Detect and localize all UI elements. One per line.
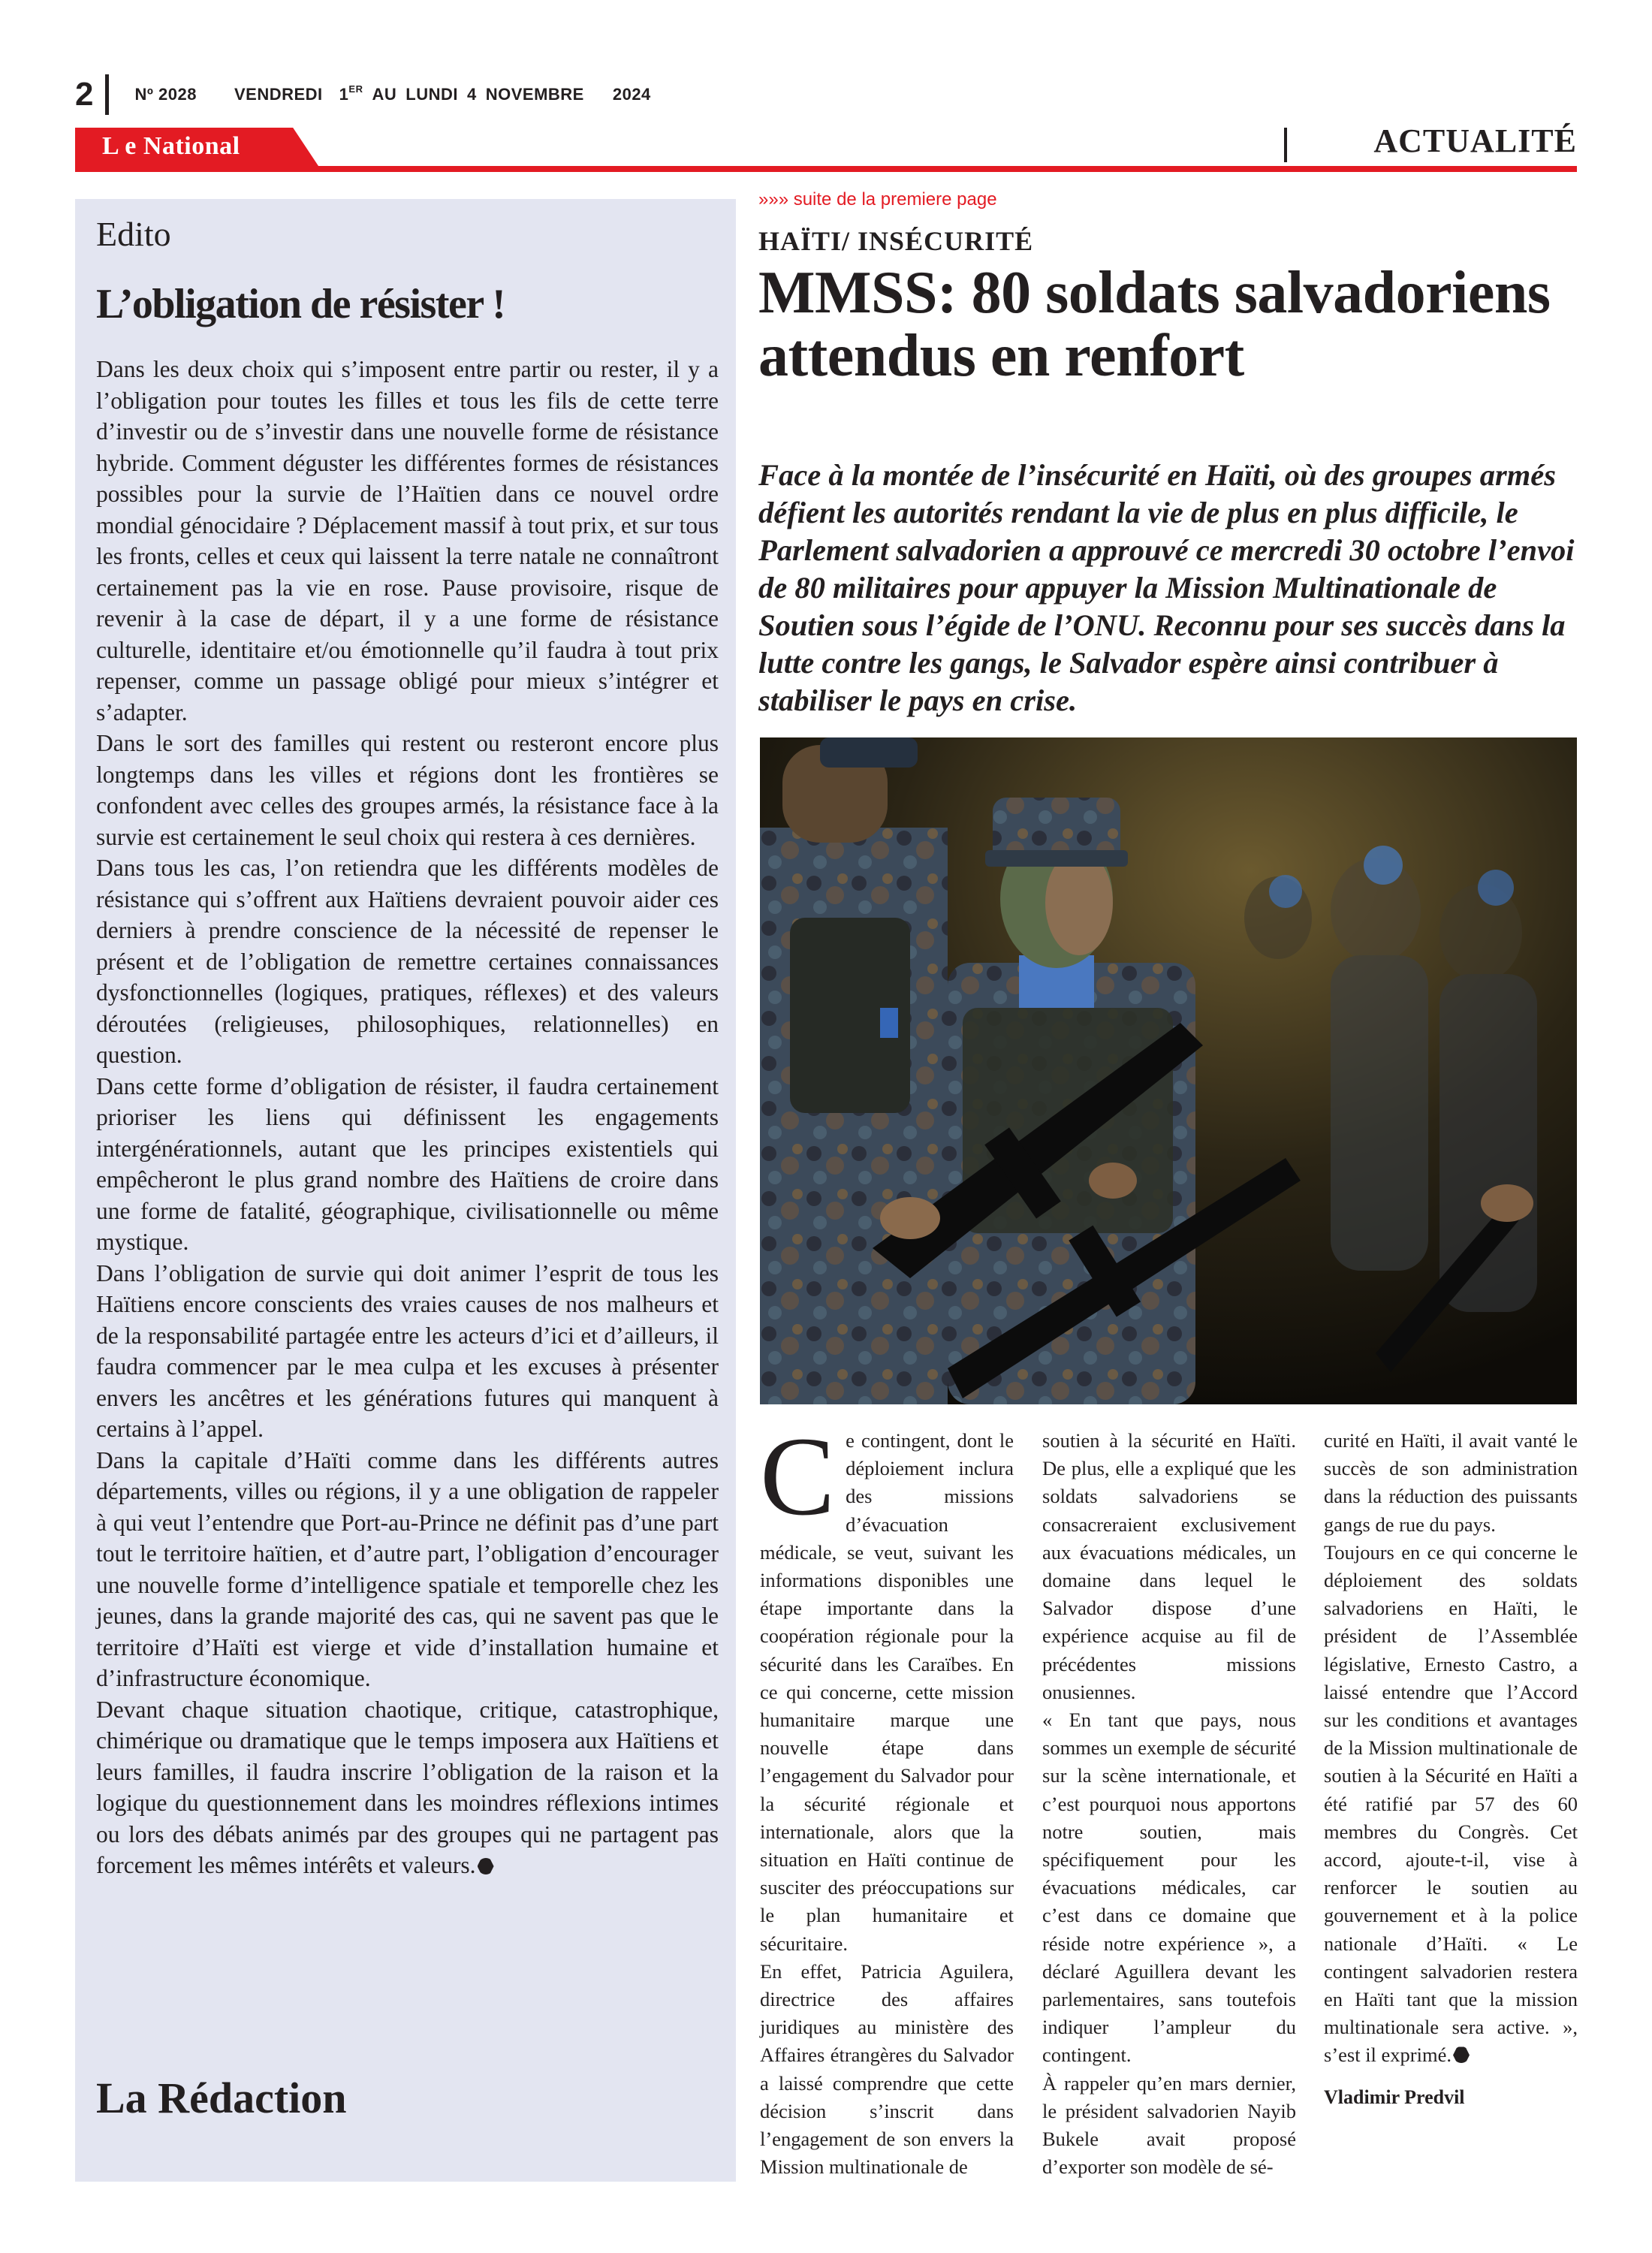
continued-note: »»» suite de la premiere page [758,189,997,210]
article-paragraph: curité en Haïti, il avait vanté le succès de son administration dans la réduction des puissants gangs de rue du pays. [1324,1429,1578,1536]
date-end: 4 [466,85,477,104]
folio-line [75,72,651,117]
article-paragraph: « En tant que pays, nous sommes un exemple de sécurité sur la scène internationale, et c’est pourquoi nous apportons notre soutien, mais spécifiquement pour les évacuations médicales, car c’est dans ce domaine que réside notre expérience », a déclaré Aguillera devant les parlementaires, sans toutefois indiquer l’ampleur du contingent. [1042,1709,1296,2067]
editorial-paragraph: Dans l’obligation de survie qui doit animer l’esprit de tous les Haïtiens encore conscients des vraies causes de nos malheurs et de la responsabilité partagée entre les acteurs d’ici et d’ailleurs, il faudra commencer par le mea culpa et les excuses à présenter envers les ancêtres et les générations futures qui manquent à certains à l’appel. [96,1259,719,1442]
editorial-signature: La Rédaction [96,2074,347,2122]
soldiers-photo-illustration [760,737,1577,1404]
editorial-paragraph: Dans la capitale d’Haïti comme dans les différents autres départements, villes ou régions, il y a une obligation de rappeler à qui veut l’entendre que Port-au-Prince ne définit pas d’une part tout le territoire haïtien, et d’autre part, l’obligation d’encourager une nouvelle forme d’intelligence spatiale et temporelle chez les jeunes, dans la grande majorité des cas, qui ne savent pas que le territoire d’Haïti est vierge et vide d’installation humaine et d’infrastructure économique. [96,1446,719,1691]
article-paragraph-last [1324,1539,1578,2070]
section-divider [1284,128,1287,162]
article-headline: MMSS: 80 soldats salvadoriens attendus en renfort [758,260,1551,389]
date-start: 1 [339,85,349,104]
editorial-paragraph: Dans les deux choix qui s’imposent entre partir ou rester, il y a l’obligation pour toutes les filles et tous les fils de cette terre d’investir ou de s’investir dans une nouvelle forme de résistance hybride. Comment déguster les différentes formes de résistances possibles pour la survie de l’Haïtien dans ce nouvel ordre mondial génocidaire ? Déplacement massif à tout prix, et sur tous les fronts, celles et ceux qui laissent la terre natale ne connaîtront certainement pas la vie en rose. Pause provisoire, risque de revenir à la case de départ, il y a une forme de résistance culturelle, identitaire et/ou émotionnelle qu’il faudra à tout prix repenser, comme un passage obligé pour mieux s’intégrer et s’adapter. [96,356,719,725]
article-paragraph: e contingent, dont le déploiement inclura des missions d’évacuation médicale, se veut, suivant les informations disponibles une étape importante dans la coopération régionale pour la sécurité dans les Caraïbes. En ce qui concerne, cette mission humanitaire marque une nouvelle étape dans l’engagement du Salvador pour la sécurité régionale et internationale, alors que la situation en Haïti continue de susciter des préoccupations sur le plan humanitaire et sécuritaire. [760,1429,1014,1955]
article-paragraph: En effet, Patricia Aguilera, directrice des affaires juridiques au ministère des Affaires étrangères du Salvador a laissé comprendre que cette décision s’inscrit dans l’engagement de son envers la Mission multinationale de [760,1959,1014,2179]
date-year: 2024 [612,85,651,104]
editorial-paragraph-text: Devant chaque situation chaotique, critique, catastrophique, chimérique ou dramatique que le temps imposera aux Haïtiens et leurs familles, il faudra inscrire l’obligation de la raison et la logique du questionnement dans les moindres réflexions intimes ou lors des débats animés par des groupes qui ne partagent pas forcement les mêmes intérêts et valeurs. [96,1696,719,1878]
editorial-title: L’obligation de résister ! [96,281,505,327]
article-lead: Face à la montée de l’insécurité en Haïti, où des groupes armés défient les autorités rendant la vie de plus en plus difficile, le Parlement salvadorien a approuvé ce mercredi 30 octobre l’envoi de 80 militaires pour appuyer la Mission Multinationale de Soutien sous l’égide de l’ONU. Reconnu pour ses succès dans la lutte contre les gangs, le Salvador espère ainsi contribuer à stabiliser le pays en crise. [758,458,1575,717]
editorial-box [75,199,736,2182]
date-weekday: LUNDI [405,85,458,104]
editorial-paragraph-last [96,1694,719,1881]
date-month: NOVEMBRE [485,85,584,104]
date-ordinal: ER [348,83,363,95]
header-rule [75,166,1577,172]
article-byline: Vladimir Predvil [1324,2086,1465,2108]
editorial-kicker: Edito [96,215,171,253]
article-photo [760,737,1577,1404]
editorial-paragraph: Dans le sort des familles qui restent ou resteront encore plus longtemps dans les villes et régions dont les frontières se confondent avec celles des groupes armés, la résistance face à la survie est certainement le seul choix qui restera à ces dernières. [96,730,719,850]
end-mark-icon [1453,2046,1470,2063]
editorial-paragraph: Dans cette forme d’obligation de résister, il faudra certainement prioriser les liens qui définissent les engagements intergénérationnels, autant que les principes existentiels qui empêcheront le plus grand nombre des Haïtiens de croire dans une forme de fatalité, géographique, civilisationnelle ou même mystique. [96,1072,719,1255]
article-rubric: HAÏTI/ INSÉCURITÉ [758,226,1034,256]
article-column-2 [1042,1427,1296,2181]
editorial-body [96,354,719,1881]
folio-divider [105,74,109,115]
issue-date [134,85,650,104]
section-label: ACTUALITÉ [1373,122,1577,159]
publication-name: L e National [102,132,240,160]
article-paragraph-text: Toujours en ce qui concerne le déploiement des soldats salvadoriens en Haïti, le président de l’Assemblée législative, Ernesto Castro, a laissé entendre que l’Accord sur les conditions et avantages de la Mission multinationale de soutien à la Sécurité en Haïti a été ratifié par 57 des 60 membres du Congrès. Cet accord, ajoute-t-il, vise à renforcer le soutien au gouvernement et à la police nationale d’Haïti. « Le contingent salvadorien restera en Haïti tant que la mission multinationale sera active. », s’est il exprimé. [1324,1540,1578,2067]
page-number: 2 [75,76,94,113]
date-day: VENDREDI [234,85,323,104]
issue-number: Nº 2028 [134,85,197,104]
article-paragraph: soutien à la sécurité en Haïti. De plus, elle a expliqué que les soldats salvadoriens se consacreraient exclusivement aux évacuations médicales, un domaine dans lequel le Salvador dispose d’une expérience acquise au fil de précédentes missions onusiennes. [1042,1429,1296,1703]
article-column-1 [760,1414,1014,2181]
editorial-paragraph: Dans tous les cas, l’on retiendra que les différents modèles de résistance qui s’offrent aux Haïtiens devraient pouvoir aider ces derniers à prendre conscience de la nécessité de repenser le présent et de l’obligation de remettre certaines connaissances dysfonctionnelles (logiques, pratiques, réflexes) et des valeurs déroutées (religieuses, philosophiques, relationnelles) en question. [96,855,719,1068]
article-paragraph: À rappeler qu’en mars dernier, le président salvadorien Nayib Bukele avait proposé d’exporter son modèle de sé- [1042,2071,1296,2179]
date-au: AU [372,85,397,104]
drop-cap: C [760,1414,836,1539]
end-mark-icon [478,1858,494,1874]
article-column-3 [1324,1427,1578,2111]
